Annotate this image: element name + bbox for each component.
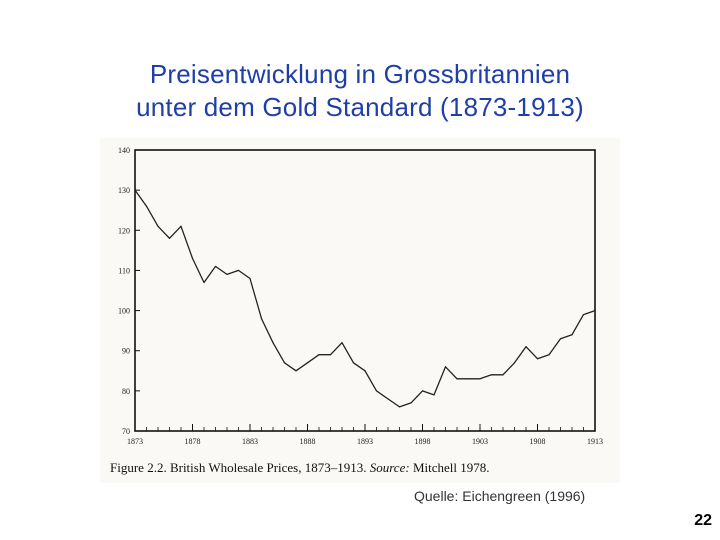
data-point	[146, 206, 147, 207]
x-tick-label: 1888	[299, 437, 316, 446]
data-point	[571, 334, 572, 335]
data-point	[422, 390, 423, 391]
data-point	[514, 362, 515, 363]
data-point	[272, 342, 273, 343]
data-point	[445, 366, 446, 367]
y-tick-label: 90	[122, 346, 130, 356]
data-point	[341, 342, 342, 343]
data-point	[330, 354, 331, 355]
data-point	[215, 266, 216, 267]
data-point	[376, 390, 377, 391]
data-point	[192, 258, 193, 259]
y-tick-label: 120	[118, 226, 130, 236]
data-point	[203, 282, 204, 283]
data-point	[548, 354, 549, 355]
figure-caption-source-label: Source:	[369, 460, 410, 475]
figure-caption	[110, 460, 489, 476]
figure-caption-source: Mitchell 1978.	[409, 460, 490, 475]
data-point	[364, 370, 365, 371]
data-point	[594, 310, 595, 311]
x-tick-label: 1878	[184, 437, 201, 446]
y-tick-label: 70	[122, 427, 130, 436]
price-chart	[100, 138, 620, 483]
y-tick-label: 110	[118, 266, 130, 276]
slide-title-line-2: unter dem Gold Standard (1873-1913)	[136, 92, 584, 122]
data-point	[410, 402, 411, 403]
data-point	[238, 270, 239, 271]
x-tick-label: 1898	[414, 437, 431, 446]
x-tick-label: 1903	[472, 437, 488, 446]
data-point	[226, 274, 227, 275]
data-point	[249, 278, 250, 279]
data-point	[502, 374, 503, 375]
data-point	[157, 226, 158, 227]
data-point	[433, 394, 434, 395]
data-point	[295, 370, 296, 371]
slide-title-line-1: Preisentwicklung in Grossbritannien	[149, 59, 571, 89]
data-point	[318, 354, 319, 355]
data-point	[491, 374, 492, 375]
data-point	[560, 338, 561, 339]
source-note: Quelle: Eichengreen (1996)	[414, 488, 586, 504]
slide-title	[0, 58, 720, 124]
data-point	[353, 362, 354, 363]
y-tick-label: 80	[122, 386, 130, 396]
data-point	[169, 238, 170, 239]
data-point	[399, 406, 400, 407]
data-point	[479, 378, 480, 379]
plot-frame	[135, 150, 595, 431]
y-tick-label: 100	[118, 306, 130, 316]
data-point	[456, 378, 457, 379]
data-point	[307, 362, 308, 363]
x-tick-label: 1873	[127, 437, 143, 446]
x-tick-label: 1908	[529, 437, 546, 446]
y-tick-label: 130	[118, 186, 130, 196]
data-point	[468, 378, 469, 379]
scanned-figure	[100, 138, 620, 483]
y-tick-label: 140	[118, 146, 130, 155]
data-point	[387, 398, 388, 399]
figure-caption-prefix: Figure 2.2. British Wholesale Prices, 1873–1913.	[110, 460, 370, 475]
data-point	[537, 358, 538, 359]
data-point	[284, 362, 285, 363]
series-line	[135, 190, 595, 407]
data-point	[583, 314, 584, 315]
x-tick-label: 1913	[587, 437, 603, 446]
data-point	[261, 318, 262, 319]
data-point	[180, 226, 181, 227]
x-tick-label: 1883	[242, 437, 258, 446]
data-point	[525, 346, 526, 347]
x-tick-label: 1893	[357, 437, 373, 446]
data-point	[134, 190, 135, 191]
page-number: 22	[694, 512, 712, 529]
